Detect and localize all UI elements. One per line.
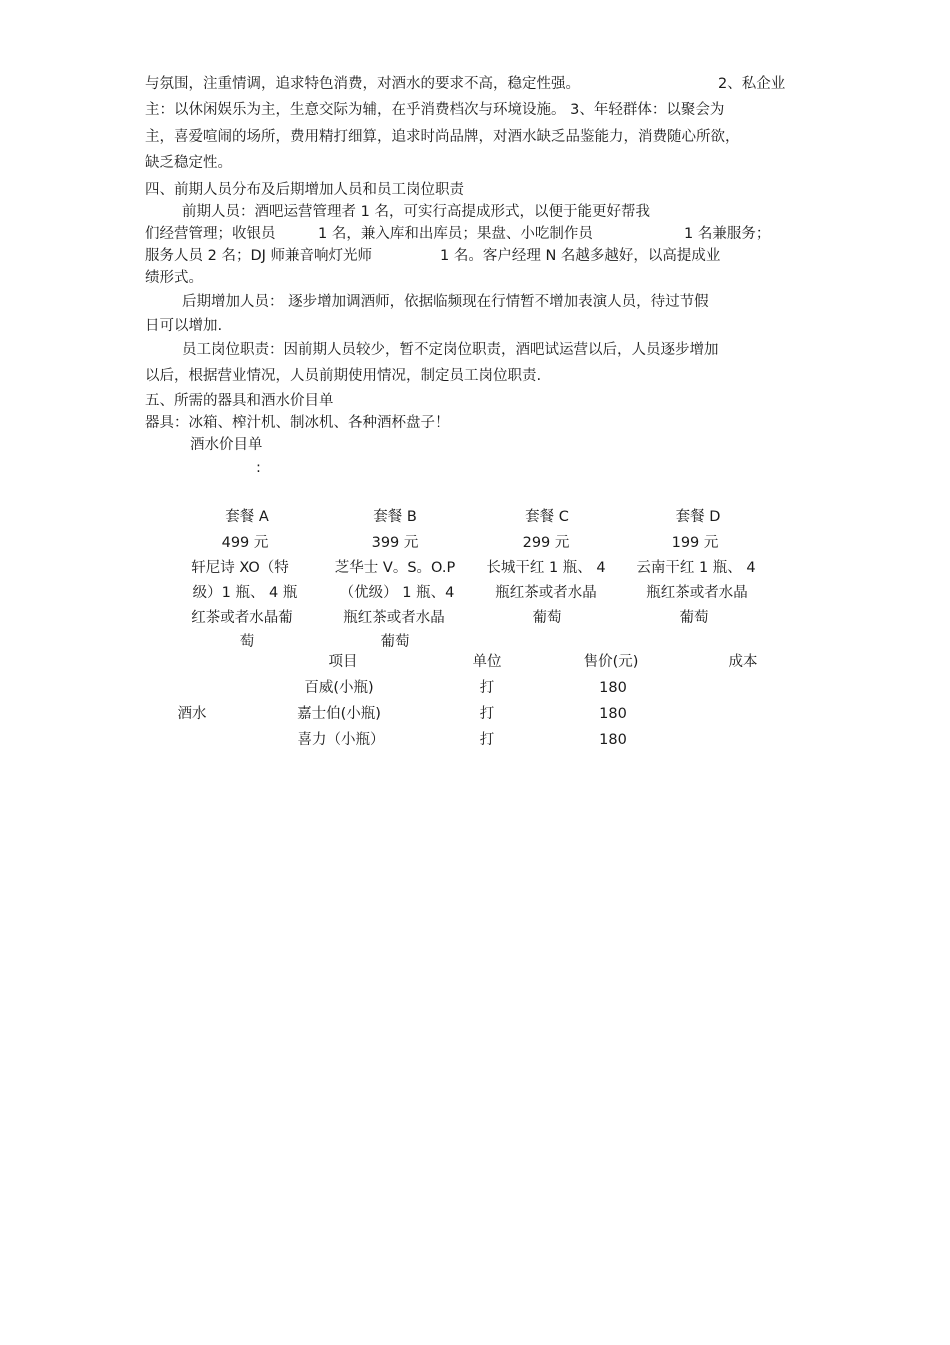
package-desc: 级）1 瓶、 4 瓶 — [192, 585, 298, 601]
package-desc: 葡萄 — [532, 610, 562, 626]
package-desc: 葡萄 — [380, 634, 410, 650]
row-unit: 打 — [479, 732, 495, 748]
row-price: 180 — [599, 732, 627, 748]
paragraph-line: 前期人员：酒吧运营管理者 1 名，可实行高提成形式，以便于能更好帮我 — [182, 204, 650, 220]
row-item: 嘉士伯(小瓶) — [297, 706, 381, 722]
paragraph-line: 2、私企业 — [718, 76, 786, 92]
package-price: 199 元 — [671, 535, 719, 551]
paragraph-line: 们经营管理；收银员 — [145, 226, 276, 242]
paragraph-line: 1 名，兼入库和出库员；果盘、小吃制作员 — [318, 226, 593, 242]
package-name: 套餐 C — [525, 509, 569, 525]
header-cost: 成本 — [728, 654, 758, 670]
paragraph-line: 缺乏稳定性。 — [145, 155, 232, 171]
paragraph-line: 以后，根据营业情况，人员前期使用情况，制定员工岗位职责. — [145, 368, 542, 384]
row-price: 180 — [599, 680, 627, 696]
paragraph-line: 绩形式。 — [145, 270, 203, 286]
package-desc: 红茶或者水晶葡 — [191, 610, 293, 626]
paragraph-line: 主：以休闲娱乐为主，生意交际为辅，在乎消费档次与环境设施。 3、年轻群体：以聚会为 — [145, 102, 725, 118]
package-price: 499 元 — [221, 535, 269, 551]
header-price: 售价(元) — [583, 654, 639, 670]
package-desc: 云南干红 1 瓶、 4 — [636, 560, 756, 576]
paragraph-line: 服务人员 2 名；DJ 师兼音响灯光师 — [145, 248, 372, 264]
package-desc: 萄 — [239, 634, 255, 650]
paragraph-line: 1 名。客户经理 N 名越多越好，以高提成业 — [440, 248, 721, 264]
paragraph-line: 1 名兼服务； — [684, 226, 771, 242]
package-price: 299 元 — [522, 535, 570, 551]
package-desc: 长城干红 1 瓶、 4 — [486, 560, 606, 576]
package-price: 399 元 — [371, 535, 419, 551]
package-name: 套餐 D — [675, 509, 721, 525]
menu-title: 酒水价目单 — [190, 437, 263, 453]
paragraph-line: 后期增加人员： 逐步增加调酒师，依据临频现在行情暂不增加表演人员，待过节假 — [182, 294, 709, 310]
menu-colon: : — [256, 460, 261, 476]
category-label: 酒水 — [177, 706, 207, 722]
package-desc: 芝华士 V。S。O.P — [334, 560, 456, 576]
row-item: 喜力（小瓶） — [297, 732, 385, 748]
row-unit: 打 — [479, 680, 495, 696]
row-unit: 打 — [479, 706, 495, 722]
package-name: 套餐 A — [225, 509, 269, 525]
package-desc: 葡萄 — [679, 610, 709, 626]
row-price: 180 — [599, 706, 627, 722]
paragraph-line: 与氛围，注重情调，追求特色消费，对酒水的要求不高，稳定性强。 — [145, 76, 580, 92]
equipment-list: 器具：冰箱、榨汁机、制冰机、各种酒杯盘子！ — [145, 415, 450, 431]
package-desc: 瓶红茶或者水晶 — [495, 585, 597, 601]
header-item: 项目 — [328, 654, 358, 670]
paragraph-line: 日可以增加. — [145, 318, 223, 334]
paragraph-line: 员工岗位职责：因前期人员较少，暂不定岗位职责，酒吧试运营以后，人员逐步增加 — [182, 342, 719, 358]
section-heading-4: 四、前期人员分布及后期增加人员和员工岗位职责 — [145, 182, 464, 198]
header-unit: 单位 — [472, 654, 502, 670]
package-desc: 瓶红茶或者水晶 — [343, 610, 445, 626]
row-item: 百威(小瓶) — [304, 680, 374, 696]
section-heading-5: 五、所需的器具和酒水价目单 — [145, 393, 334, 409]
package-desc: 轩尼诗 XO（特 — [191, 560, 289, 576]
package-desc: （优级） 1 瓶、4 — [339, 585, 455, 601]
package-desc: 瓶红茶或者水晶 — [646, 585, 748, 601]
paragraph-line: 主，喜爱喧闹的场所，费用精打细算，追求时尚品牌，对酒水缺乏品鉴能力，消费随心所欲， — [145, 129, 740, 145]
package-name: 套餐 B — [373, 509, 417, 525]
